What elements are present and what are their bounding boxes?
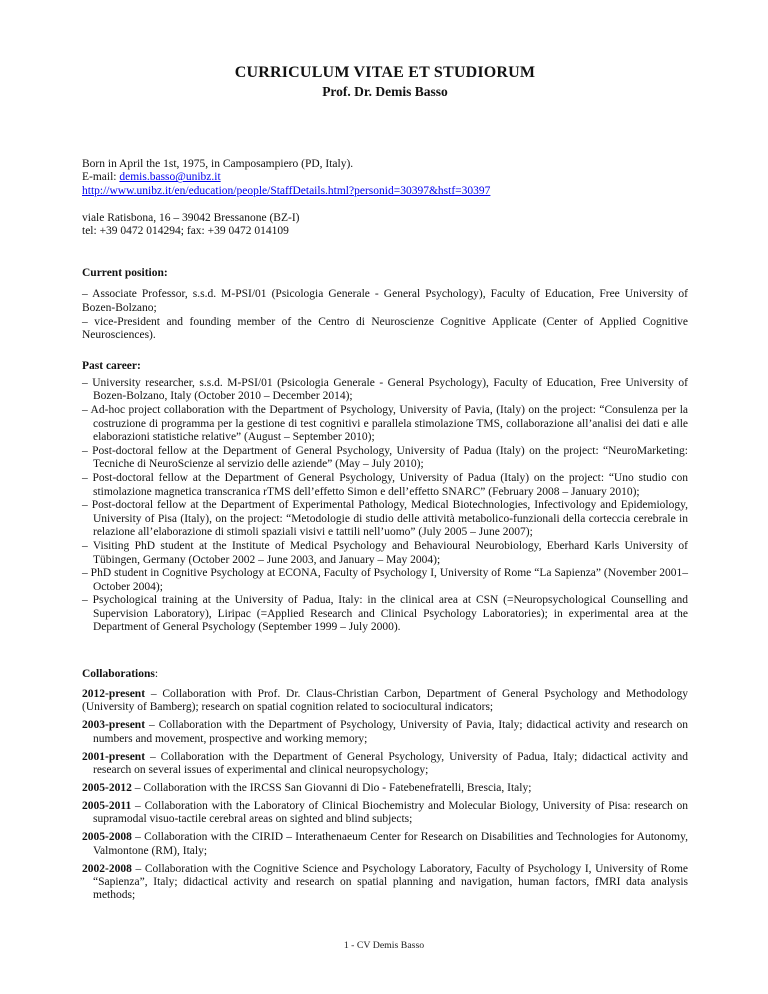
email-label: E-mail:	[82, 171, 120, 184]
past-career-item: – University researcher, s.s.d. M-PSI/01 (Psicologia Generale - General Psychology), Faculty of Education, Free University of Bozen-Bolzano, Italy (October 2010 – December 2014);	[82, 376, 688, 403]
collaboration-years: 2012-present	[82, 688, 146, 701]
past-career-item: – PhD student in Cognitive Psychology at ECONA, Faculty of Psychology I, University of Rome “La Sapienza” (November 2001– October 2004);	[82, 567, 688, 593]
staff-url-line	[82, 185, 688, 198]
collaboration-text: – Collaboration with the Department of General Psychology, University of Padua, Italy; didactical activity and research on several issues of experimental and clinical neuropsychology;	[93, 750, 688, 777]
past-career-item: – Visiting PhD student at the Institute of Medical Psychology and Behavioural Neurobiology, Eberhard Karls University of Tübingen, Germany (October 2002 – June 2003, and January – May 2004);	[82, 539, 688, 566]
collaboration-text: – Collaboration with the Department of Psychology, University of Pavia, Italy; didactical activity and research on numbers and movement, prospective and working memory;	[93, 719, 689, 745]
collaboration-years: 2005-2012	[82, 782, 132, 795]
past-career-item: – Post-doctoral fellow at the Department of General Psychology, University of Padua (Italy) on the project: “NeuroMarketing: Tecniche di NeuroScienze al servizio delle aziende” (May – July 2010);	[82, 444, 688, 471]
collaboration-item	[82, 782, 688, 795]
collaboration-item	[82, 831, 688, 858]
contact-block	[82, 158, 688, 238]
collaborations-heading	[82, 667, 688, 681]
collaboration-text: – Collaboration with the CIRID – Interathenaeum Center for Research on Disabilities and Technologies for Autonomy, Valmontone (RM), Italy;	[93, 831, 688, 857]
collaboration-years: 2001-present	[82, 750, 146, 763]
collaboration-item	[82, 800, 688, 827]
phone-fax-line: tel: +39 0472 014294; fax: +39 0472 014109	[82, 225, 289, 238]
past-career-item: – Ad-hoc project collaboration with the Department of Psychology, University of Pavia, (Italy) on the project: “Consulenza per la costruzione di programma per la gestione di test cognitivi e parallela stimolazione TMS, collaborazione all’analisi dei dati e alle elaborazioni statistiche relative” (August – September 2010);	[82, 403, 688, 444]
page-footer: 1 - CV Demis Basso	[343, 940, 425, 951]
past-career-heading: Past career:	[82, 359, 141, 372]
past-career-item: – Psychological training at the University of Padua, Italy: in the clinical area at CSN (=Neuropsychological Counselling and Supervision Laboratory), Liripac (=Applied Research and Clinical Psychology Laboratories); in experimental area at the Department of General Psychology (September 1999 – July 2000).	[82, 594, 688, 634]
email-line	[82, 171, 688, 184]
collaboration-text: – Collaboration with the Laboratory of Clinical Biochemistry and Molecular Biology, University of Pisa: research on supramodal visuo-tactile cerebral areas on sighted and blind subjects;	[93, 799, 688, 826]
collaboration-text: – Collaboration with the IRCSS San Giovanni di Dio - Fatebenefratelli, Brescia, Italy;	[134, 782, 532, 795]
page-subtitle: Prof. Dr. Demis Basso	[322, 84, 448, 99]
past-career-item: – Post-doctoral fellow at the Department of Experimental Pathology, Medical Biotechnologies, Infectivology and Epidemiology, University of Pisa (Italy), on the project: “Metodologie di studio delle attività metabolico-funzionali della corteccia cerebrale in relazione all’elaborazione di stimoli spaziali visivi e tattili nell’uomo” (July 2005 – June 2007);	[82, 499, 688, 539]
collaborations-heading-word: Collaborations	[82, 668, 155, 681]
collaboration-item	[82, 751, 688, 778]
collaboration-item	[82, 688, 688, 715]
collaboration-item	[82, 863, 688, 903]
staff-details-link[interactable]: http://www.unibz.it/en/education/people/StaffDetails.html?personid=30397&hstf=30397	[82, 184, 491, 197]
address-line: viale Ratisbona, 16 – 39042 Bressanone (BZ-I)	[82, 211, 300, 224]
collaboration-years: 2005-2011	[82, 799, 132, 812]
collaboration-text: – Collaboration with Prof. Dr. Claus-Christian Carbon, Department of General Psychology and Methodology (University of Bamberg); research on spatial cognition related to sociocultural indicators;	[82, 688, 689, 714]
current-position-item: – vice-President and founding member of the Centro di Neuroscienze Cognitive Applicate (Center of Applied Cognitive Neurosciences).	[82, 315, 688, 342]
collaboration-item	[82, 719, 688, 746]
birth-line: Born in April the 1st, 1975, in Camposampiero (PD, Italy).	[82, 158, 354, 170]
current-position-item: – Associate Professor, s.s.d. M-PSI/01 (Psicologia Generale - General Psychology), Faculty of Education, Free University of Bozen-Bolzano;	[82, 288, 688, 315]
collaboration-text: – Collaboration with the Cognitive Science and Psychology Laboratory, Faculty of Psychology I, University of Rome “Sapienza”, Italy; didactical activity and research on spatial planning and navigation, human factors, fMRI data analysis methods;	[93, 862, 689, 902]
collaboration-years: 2005-2008	[82, 831, 132, 844]
collaboration-years: 2002-2008	[82, 862, 132, 875]
past-career-item: – Post-doctoral fellow at the Department of General Psychology, University of Padua (Italy) on the project: “Uno studio con stimolazione magnetica transcranica rTMS dell’effetto Simon e dell’effetto SNARC” (February 2008 – January 2010);	[82, 471, 688, 498]
collaborations-heading-colon: :	[154, 668, 159, 681]
page-title: CURRICULUM VITAE ET STUDIORUM	[234, 64, 536, 81]
email-link[interactable]: demis.basso@unibz.it	[119, 171, 221, 184]
collaboration-years: 2003-present	[82, 719, 146, 732]
current-position-heading: Current position:	[82, 267, 168, 280]
